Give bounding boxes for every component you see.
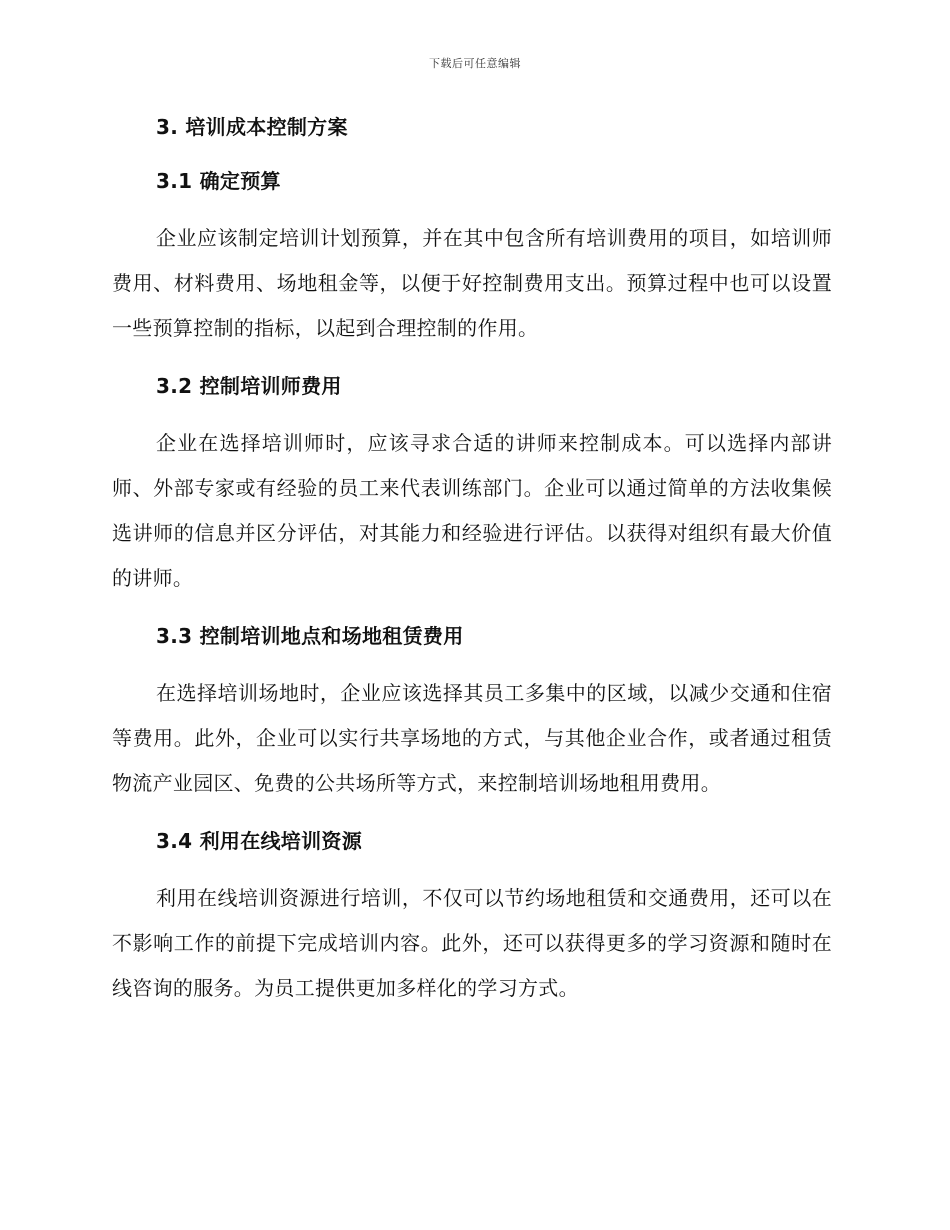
subsection-title-venue-cost: 3.3 控制培训地点和场地租赁费用 (156, 624, 464, 648)
paragraph-venue-cost: 在选择培训场地时，企业应该选择其员工多集中的区域，以减少交通和住宿等费用。此外，企业可以实行共享场地的方式，与其他企业合作，或者通过租赁物流产业园区、免费的公共场所等方式，来控制培训场地租用费用。 (112, 681, 832, 795)
paragraph-trainer-cost: 企业在选择培训师时，应该寻求合适的讲师来控制成本。可以选择内部讲师、外部专家或有经验的员工来代表训练部门。企业可以通过简单的方法收集候选讲师的信息并区分评估，对其能力和经验进行评估。以获得对组织有最大价值的讲师。 (112, 431, 832, 590)
subsection-title-online-resources: 3.4 利用在线培训资源 (156, 829, 362, 853)
paragraph-online-resources: 利用在线培训资源进行培训，不仅可以节约场地租赁和交通费用，还可以在不影响工作的前提下完成培训内容。此外，还可以获得更多的学习资源和随时在线咨询的服务。为员工提供更加多样化的学习方式。 (112, 886, 832, 1000)
section-title: 3. 培训成本控制方案 (156, 115, 348, 139)
subsection-title-trainer-cost: 3.2 控制培训师费用 (156, 374, 342, 398)
subsection-title-budget: 3.1 确定预算 (156, 169, 281, 193)
page-header: 下载后可任意编辑 (429, 57, 521, 70)
document-body (112, 112, 832, 1031)
paragraph-budget: 企业应该制定培训计划预算，并在其中包含所有培训费用的项目，如培训师费用、材料费用、场地租金等，以便于好控制费用支出。预算过程中也可以设置一些预算控制的指标，以起到合理控制的作用。 (112, 226, 832, 340)
